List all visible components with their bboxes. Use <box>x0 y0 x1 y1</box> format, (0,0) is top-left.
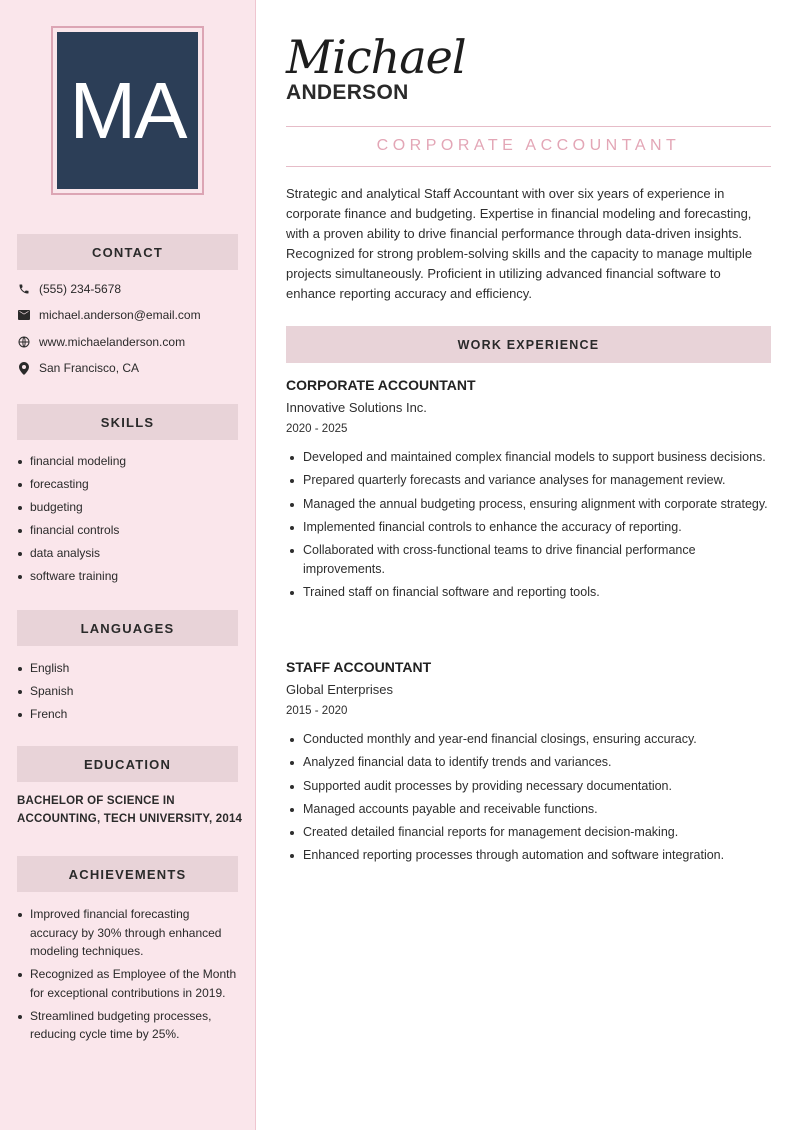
job-role: CORPORATE ACCOUNTANT <box>286 377 476 393</box>
monogram-frame <box>51 26 204 195</box>
map-pin-icon <box>17 362 30 375</box>
last-name: ANDERSON <box>286 81 409 104</box>
job-bullet: Conducted monthly and year-end financial closings, ensuring accuracy. <box>286 730 776 749</box>
summary: Strategic and analytical Staff Accountant with over six years of experience in corporate finance and budgeting. Expertise in financial modeling and forecasting, with a proven ability to drive financial performance through data-driven insights. Recognized for strong problem-solving skills and the capacity to manage multiple projects simultaneously. Proficient in utilizing advanced financial software to enhance reporting accuracy and efficiency. <box>286 186 753 302</box>
job-bullets <box>286 730 776 865</box>
skill-item: software training <box>17 567 242 586</box>
contact-email <box>17 307 201 324</box>
job-bullet: Analyzed financial data to identify trends and variances. <box>286 753 776 772</box>
job-bullet: Managed accounts payable and receivable functions. <box>286 800 776 819</box>
job-bullet: Trained staff on financial software and reporting tools. <box>286 583 776 602</box>
location-text: San Francisco, CA <box>39 361 140 375</box>
envelope-icon <box>17 309 30 322</box>
skill-item: data analysis <box>17 544 242 563</box>
monogram: MA <box>57 32 198 189</box>
achievement-item: Recognized as Employee of the Month for exceptional contributions in 2019. <box>17 965 239 1002</box>
achievements-heading: ACHIEVEMENTS <box>17 856 238 892</box>
skill-item: financial modeling <box>17 452 242 471</box>
education-degree: BACHELOR OF SCIENCE IN ACCOUNTING, TECH UNIVERSITY, 2014 <box>17 795 243 825</box>
education-heading: EDUCATION <box>17 746 238 782</box>
language-item: English <box>17 659 242 678</box>
skill-item: budgeting <box>17 498 242 517</box>
job-dates: 2015 - 2020 <box>286 705 348 717</box>
job-bullet: Supported audit processes by providing necessary documentation. <box>286 777 776 796</box>
achievement-item: Improved financial forecasting accuracy by 30% through enhanced modeling techniques. <box>17 905 239 961</box>
job-bullet: Implemented financial controls to enhance the accuracy of reporting. <box>286 518 776 537</box>
skills-heading: SKILLS <box>17 404 238 440</box>
contact-heading: CONTACT <box>17 234 238 270</box>
phone-text[interactable]: (555) 234-5678 <box>39 281 122 296</box>
job-company: Global Enterprises <box>286 682 393 697</box>
skills-list <box>17 452 242 591</box>
globe-icon <box>17 335 30 348</box>
website-text[interactable]: www.michaelanderson.com <box>39 334 186 349</box>
contact-list <box>17 280 201 386</box>
achievements-list <box>17 905 239 1048</box>
job-entry <box>286 377 776 607</box>
achievement-item: Streamlined budgeting processes, reducing cycle time by 25%. <box>17 1007 239 1044</box>
job-role: STAFF ACCOUNTANT <box>286 659 432 675</box>
divider-bottom <box>286 166 771 167</box>
job-bullet: Developed and maintained complex financial models to support business decisions. <box>286 448 776 467</box>
language-item: French <box>17 705 242 724</box>
email-text[interactable]: michael.anderson@email.com <box>39 308 201 322</box>
skill-item: forecasting <box>17 475 242 494</box>
job-bullet: Enhanced reporting processes through automation and software integration. <box>286 846 776 865</box>
contact-website <box>17 333 201 350</box>
first-name: Michael <box>286 30 466 84</box>
job-dates: 2020 - 2025 <box>286 423 348 435</box>
job-bullets <box>286 448 776 602</box>
skill-item: financial controls <box>17 521 242 540</box>
divider-top <box>286 126 771 127</box>
contact-location <box>17 360 201 377</box>
job-bullet: Managed the annual budgeting process, ensuring alignment with corporate strategy. <box>286 495 776 514</box>
job-entry <box>286 659 776 870</box>
job-bullet: Prepared quarterly forecasts and variance analyses for management review. <box>286 471 776 490</box>
language-item: Spanish <box>17 682 242 701</box>
contact-phone <box>17 280 201 297</box>
work-experience-heading: WORK EXPERIENCE <box>286 326 771 363</box>
sidebar <box>0 0 256 1130</box>
job-company: Innovative Solutions Inc. <box>286 400 427 415</box>
languages-list <box>17 659 242 728</box>
job-bullet: Created detailed financial reports for management decision-making. <box>286 823 776 842</box>
languages-heading: LANGUAGES <box>17 610 238 646</box>
phone-icon <box>17 282 30 295</box>
job-title: CORPORATE ACCOUNTANT <box>376 137 681 154</box>
job-bullet: Collaborated with cross-functional teams to drive financial performance improvements. <box>286 541 776 579</box>
